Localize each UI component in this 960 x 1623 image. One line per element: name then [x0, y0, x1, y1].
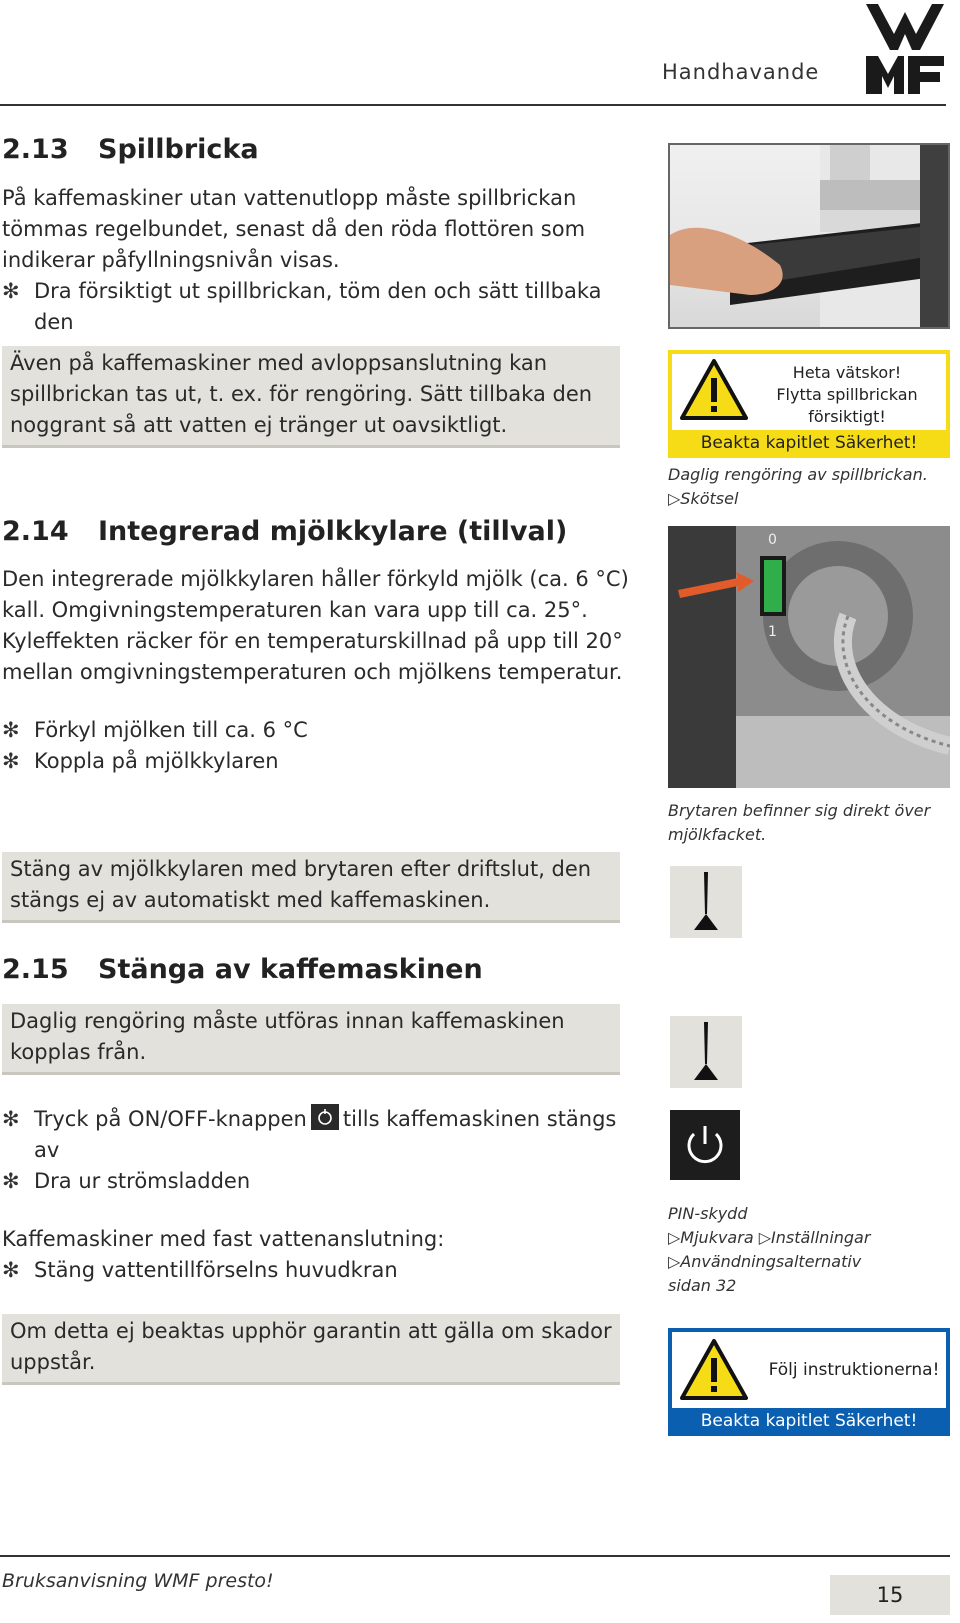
section-number: 2.13 [2, 134, 69, 165]
text-line: Flytta spillbrickan [776, 385, 918, 404]
section-number: 2.14 [2, 516, 69, 547]
section-213-intro [2, 183, 622, 338]
bullet-item [2, 276, 622, 338]
text-line: Den integrerade mjölkkylaren håller förkyld mjölk (ca. 6 °C) [2, 567, 629, 591]
text-line: Även på kaffemaskiner med avloppsanslutning kan [10, 351, 548, 375]
text-line: Kyleffekten räcker för en temperaturskillnad på upp till 20° [2, 629, 623, 653]
section-213-heading [2, 134, 259, 165]
text-line: mjölkfacket. [668, 825, 767, 844]
text-line: spillbrickan tas ut, t. ex. för rengöring. Sätt tillbaka den [10, 382, 593, 406]
asterisk-bullet-icon: ✻ [2, 1258, 20, 1282]
section-214-bullets [2, 715, 622, 777]
bullet-item [2, 715, 622, 746]
warning-triangle-icon [680, 1338, 748, 1402]
text-line: Stäng av mjölkkylaren med brytaren efter driftslut, den [10, 857, 592, 881]
section-title: Integrerad mjölkkylare (tillval) [98, 516, 568, 547]
bullet-item [2, 1166, 632, 1197]
asterisk-bullet-icon: ✻ [2, 1169, 20, 1193]
svg-text:1: 1 [768, 624, 777, 640]
text-line: På kaffemaskiner utan vattenutlopp måste spillbrickan [2, 186, 577, 210]
text-line: Kaffemaskiner med fast vattenanslutning: [2, 1227, 445, 1251]
asterisk-bullet-icon: ✻ [2, 749, 20, 773]
section-214-intro [2, 564, 642, 688]
section-214-heading [2, 516, 567, 547]
warning-footer: Beakta kapitlet Säkerhet! [700, 433, 918, 453]
cross-reference: ▷Skötsel [668, 489, 739, 508]
warning-box-hot-liquids [668, 350, 950, 458]
text-line: Daglig rengöring måste utföras innan kaffemaskinen [10, 1009, 565, 1033]
asterisk-bullet-icon: ✻ [2, 1107, 20, 1131]
text-line: Brytaren befinner sig direkt över [668, 801, 931, 820]
bullet-item [2, 1104, 632, 1166]
header-rule [0, 104, 946, 106]
page-number: 15 [830, 1575, 950, 1615]
text-line: försiktigt! [808, 407, 886, 426]
bullet-text: Dra ur strömsladden [34, 1169, 251, 1193]
caption-pin-protection [668, 1202, 950, 1298]
cross-reference: ▷Mjukvara ▷Inställningar [668, 1228, 871, 1247]
bullet-item [2, 746, 622, 777]
footer-rule [0, 1555, 950, 1557]
footer-manual-title: Bruksanvisning WMF presto! [2, 1570, 274, 1592]
note-box [2, 1004, 620, 1075]
text-line: Heta vätskor! [792, 363, 902, 382]
drip-tray-photo [668, 143, 950, 329]
warning-box-instructions [668, 1328, 950, 1436]
text-line: Dra försiktigt ut spillbrickan, töm den och sätt tillbaka [34, 279, 602, 303]
bullet-text: Förkyl mjölken till ca. 6 °C [34, 718, 308, 742]
bullet-text: Tryck på ON/OFF-knappen [34, 1107, 307, 1131]
cross-reference: ▷Användningsalternativ [668, 1252, 862, 1271]
text-line: noggrant så att vatten ej tränger ut oavsiktligt. [10, 413, 508, 437]
section-215-heading [2, 954, 483, 985]
caption-drip-tray [668, 463, 950, 511]
section-title: Stänga av kaffemaskinen [98, 954, 483, 985]
asterisk-bullet-icon: ✻ [2, 718, 20, 742]
caption-switch [668, 799, 950, 847]
text-line: sidan 32 [668, 1276, 737, 1295]
warning-text: Följ instruktionerna! [768, 1360, 940, 1380]
svg-text:0: 0 [768, 532, 777, 548]
fixed-water-block [2, 1224, 632, 1286]
milk-cooler-switch-photo [668, 526, 950, 788]
bullet-text: Koppla på mjölkkylaren [34, 749, 279, 773]
text-line: stängs ej av automatiskt med kaffemaskinen. [10, 888, 491, 912]
text-line: PIN-skydd [668, 1204, 748, 1223]
warning-text [752, 362, 942, 428]
power-button-icon [311, 1104, 339, 1130]
text-line: uppstår. [10, 1350, 96, 1374]
text-line: av [34, 1138, 60, 1162]
warranty-note-box [2, 1314, 620, 1385]
header-title: Handhavande [662, 60, 820, 84]
bullet-text: tills kaffemaskinen stängs [342, 1107, 617, 1131]
text-line: tömmas regelbundet, senast då den röda flottören som [2, 217, 586, 241]
section-number: 2.15 [2, 954, 69, 985]
warning-footer: Beakta kapitlet Säkerhet! [700, 1411, 918, 1431]
exclamation-icon [670, 1016, 742, 1088]
text-line: Daglig rengöring av spillbrickan. [668, 465, 928, 484]
text-line: kopplas från. [10, 1040, 147, 1064]
bullet-text: Stäng vattentillförselns huvudkran [34, 1258, 398, 1282]
note-box [2, 346, 620, 448]
text-line: den [34, 310, 74, 334]
bullet-item [2, 1255, 632, 1286]
warning-triangle-icon [680, 358, 748, 422]
section-title: Spillbricka [98, 134, 259, 165]
power-button-icon [670, 1110, 740, 1180]
text-line: kall. Omgivningstemperaturen kan vara upp till ca. 25°. [2, 598, 588, 622]
text-line: mellan omgivningstemperaturen och mjölkens temperatur. [2, 660, 623, 684]
note-box [2, 852, 620, 923]
asterisk-bullet-icon: ✻ [2, 279, 20, 303]
text-line: indikerar påfyllningsnivån visas. [2, 248, 340, 272]
wmf-logo [864, 4, 946, 96]
text-line: Om detta ej beaktas upphör garantin att gälla om skador [10, 1319, 612, 1343]
section-215-steps [2, 1104, 632, 1197]
exclamation-icon [670, 866, 742, 938]
